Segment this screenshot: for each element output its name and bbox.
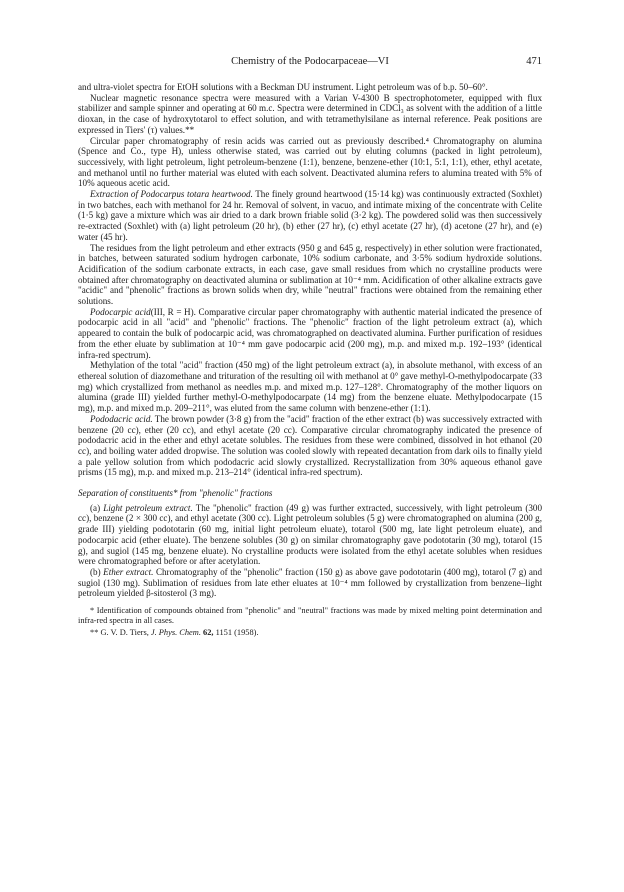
paragraph-pododacric-acid: Pododacric acid. The brown powder (3·8 g) from the "acid" fraction of the ether extract (b) was successively extracted with benzene (20 cc), ether (20 cc), and ethyl acetate (20 cc). Comparative circular chromatography indicated the presence of pododacric acid in the ether and ethyl acetate solubles. The residues from these were combined, dissolved in hot ethanol (20 cc), and boiling water added dropwise. The solution was cooled slowly with repeated decantation from dark oils to finally yield a pale yellow solution from which pododacric acid slowly crystallized. Recrystallization from 30% aqueous ethanol gave prisms (15 mg), m.p. and mixed m.p. 213–214° (identical infra-red spectrum). bbox=[78, 413, 542, 478]
paragraph-ether-extract: (b) Ether extract. Chromatography of the "phenolic" fraction (150 g) as above gave podototarin (400 mg), totarol (7 g) and sugiol (130 mg). Sublimation of residues from late ether eluates at 10⁻⁴ mm followed by crystallization from benzene–light petroleum yielded β-sitosterol (3 mg). bbox=[78, 566, 542, 599]
paragraph-extraction: Extraction of Podocarpus totara heartwood. The finely ground heartwood (15·14 kg) was continuously extracted (Soxhlet) in two batches, each with methanol for 24 hr. Removal of solvent, in vacuo, and intimate mixing of the concentrate with Celite (1·5 kg) gave a mixture which was air dried to a dark brown friable solid (3·2 kg). The powdered solid was then successively re-extracted (Soxhlet) with (a) light petroleum (20 hr), (b) ether (27 hr), (c) ethyl acetate (27 hr), (d) acetone (27 hr), and (e) water (45 hr). bbox=[78, 189, 542, 242]
paragraph-nmr: Nuclear magnetic resonance spectra were measured with a Varian V-4300 B spectrophotometer, equipped with flux stabilizer and sample spinner and operating at 60 m.c. Spectra were determined in CDCl₃ as solvent with the addition of a little dioxan, in the case of hydroxytotarol to effect solution, and with tetramethylsilane as internal reference. Peak positions are expressed in Tiers' (τ) values.** bbox=[78, 92, 542, 135]
footnote-reference: ** G. V. D. Tiers, J. Phys. Chem. 62, 1151 (1958). bbox=[90, 628, 259, 638]
paragraph-lead: Extraction of Podocarpus totara heartwood. bbox=[90, 189, 253, 200]
article-body bbox=[78, 82, 542, 638]
paragraph-podocarpic-acid: Podocarpic acid(III, R = H). Comparative circular paper chromatography with authentic material indicated the presence of podocarpic acid in all "acid" and "phenolic" fractions. The "phenolic" fraction of the light petroleum extract (a), which appeared to contain the bulk of podocarpic acid, was chromatographed on deactivated alumina. Further purification of residues from the ether eluate by sublimation at 10⁻⁴ mm gave podocarpic acid (200 mg), m.p. and mixed m.p. 192–193° (identical infra-red spectrum). bbox=[78, 306, 543, 360]
paragraph-methylation: Methylation of the total "acid" fraction (450 mg) of the light petroleum extract (a), in absolute methanol, with excess of an ethereal solution of diazomethane and trituration of the resulting oil with methanol at 0° gave methyl-O-methylpodocarpate (33 mg) which crystallized from methanol as needles m.p. and mixed m.p. 127–128°. Chromatography of the mother liquors on alumina (grade III) yielded further methyl-O-methylpodocarpate (14 mg) from the benzene eluate. Methylpodocarpate (15 mg), m.p. and mixed m.p. 209–211°, was eluted from the same column with benzene-ether (1:1). bbox=[78, 360, 542, 414]
footnote-identification: * Identification of compounds obtained from "phenolic" and "neutral" fractions was made by mixed melting point determination and infra-red spectra in all cases. bbox=[78, 606, 542, 626]
section-heading: Separation of constituents* from "phenolic" fractions bbox=[78, 488, 273, 499]
page-number: 471 bbox=[526, 56, 542, 67]
running-header bbox=[78, 56, 542, 72]
running-title: Chemistry of the Podocarpaceae—VI bbox=[231, 56, 389, 67]
paragraph-lead: Pododacric acid. bbox=[90, 413, 153, 424]
paragraph-light-petroleum: (a) Light petroleum extract. The "phenolic" fraction (49 g) was further extracted, successively, with light petroleum (300 cc), benzene (2 × 300 cc), and ethyl acetate (300 cc). Light petroleum solubles (5 g) were chromatographed on alumina (200 g, grade III) yielding podototarin (60 mg, initial light petroleum eluate), totarol (500 mg, late light petroleum eluate), and podocarpic acid (ether eluate). The benzene solubles (30 g) on similar chromatography gave podototarin (30 mg), totarol (15 g), and sugiol (145 mg, benzene eluate). No crystalline products were isolated from the ethyl acetate solubles when residues were chromatographed before or after acetylation. bbox=[78, 502, 542, 567]
paragraph: and ultra-violet spectra for EtOH solutions with a Beckman DU instrument. Light petroleum was of b.p. 50–60°. bbox=[78, 82, 488, 92]
paragraph-fractionation: The residues from the light petroleum and ether extracts (950 g and 645 g, respectively) in ether solution were fractionated, in batches, between saturated sodium hydrogen carbonate, 10% sodium carbonate, and 3·5% sodium hydroxide solutions. Acidification of the sodium carbonate extracts, in each case, gave small residues from which no crystalline products were obtained after chromatography on deactivated alumina or sublimation at 10⁻⁴ mm. Acidification of other alkaline extracts gave "acidic" and "phenolic" fractions as brown solids when dry, while "neutral" fractions were obtained from the remaining ether solutions. bbox=[78, 242, 542, 307]
paragraph-lead: Podocarpic acid bbox=[90, 306, 151, 317]
paragraph-chromatography: Circular paper chromatography of resin acids was carried out as previously described.⁴ Chromatography on alumina (Spence and Co., type H), unless otherwise stated, was carried out by eluting columns (packed in light petroleum), successively, with light petroleum, light petroleum-benzene (1:1), benzene, benzene-ether (10:1, 5:1, 1:1), ether, ethyl acetate, and methanol until no further material was eluted with each solvent. Deactivated alumina refers to alumina treated with 5% of 10% aqueous acetic acid. bbox=[78, 135, 542, 189]
